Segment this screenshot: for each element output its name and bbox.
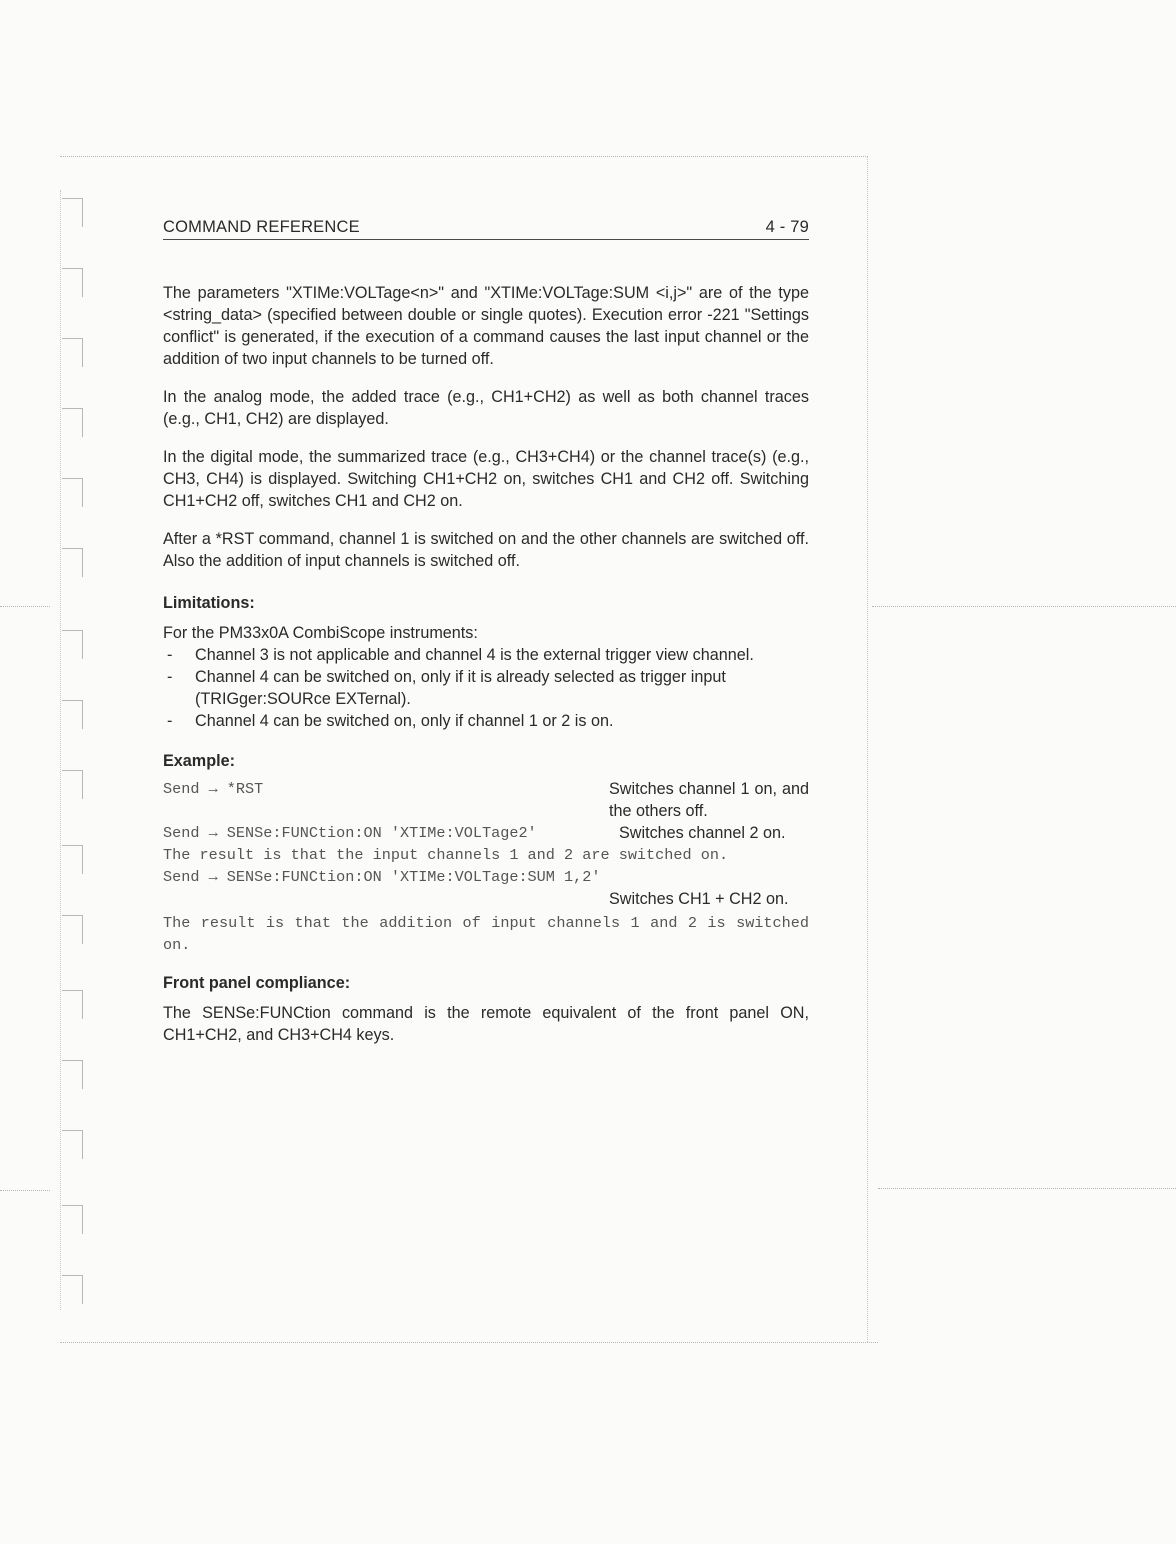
paragraph-rst: After a *RST command, channel 1 is switched on and the other channels are switched off. Also the addition of input channels is switched off. — [163, 530, 809, 570]
example-heading: Example: — [163, 752, 235, 770]
scan-mark — [62, 1205, 83, 1234]
scan-mark — [62, 548, 83, 577]
example-result-1: The result is that the input channels 1 and 2 are switched on. — [163, 846, 729, 864]
scan-mark — [62, 198, 83, 227]
example-row — [163, 778, 809, 822]
example-row — [163, 822, 809, 844]
scan-mark — [62, 915, 83, 944]
limitations-heading: Limitations: — [163, 594, 255, 612]
scan-mark — [62, 770, 83, 799]
scan-mark — [62, 700, 83, 729]
list-item: - Channel 4 can be switched on, only if it is already selected as trigger input (TRIGger:SOURce EXTernal). — [163, 666, 809, 710]
example-description: Switches CH1 + CH2 on. — [609, 890, 789, 908]
scan-mark — [62, 338, 83, 367]
scan-mark — [62, 845, 83, 874]
paragraph-digital-mode: In the digital mode, the summarized trace (e.g., CH3+CH4) or the channel trace(s) (e.g., CH3, CH4) is displayed. Switching CH1+CH2 on, switches CH1 and CH2 off. Switching CH1+CH2 off, switches CH1 and CH2 on. — [163, 448, 809, 510]
example-description: Switches channel 1 on, and the others off. — [609, 780, 809, 820]
scan-mark — [62, 1060, 83, 1089]
page-number: 4 - 79 — [765, 218, 809, 236]
limitations-intro: For the PM33x0A CombiScope instruments: — [163, 624, 478, 642]
scan-line — [872, 606, 1176, 607]
limitations-list — [163, 644, 809, 732]
scan-mark — [62, 268, 83, 297]
list-item: - Channel 3 is not applicable and channel 4 is the external trigger view channel. — [163, 644, 809, 666]
scan-mark — [62, 630, 83, 659]
paragraph-parameters: The parameters "XTIMe:VOLTage<n>" and "XTIMe:VOLTage:SUM <i,j>" are of the type <string_data> (specified between double or single quotes). Execution error -221 "Settings conflict" is generated, if the execution of a command causes the last input channel or the addition of two input channels to be turned off. — [163, 284, 809, 368]
scan-line — [60, 1342, 878, 1343]
example-send-sum: Send → SENSe:FUNCtion:ON 'XTIMe:VOLTage:SUM 1,2' — [163, 868, 601, 886]
document-page — [163, 212, 809, 1046]
compliance-text: The SENSe:FUNCtion command is the remote equivalent of the front panel ON, CH1+CH2, and CH3+CH4 keys. — [163, 1004, 809, 1044]
scan-mark — [62, 408, 83, 437]
compliance-heading: Front panel compliance: — [163, 974, 351, 992]
scan-line — [0, 606, 50, 607]
scan-mark — [62, 990, 83, 1019]
scan-line — [867, 156, 868, 1342]
scan-line — [60, 156, 868, 157]
example-row — [163, 888, 809, 910]
scan-mark — [62, 478, 83, 507]
scan-mark — [62, 1275, 83, 1304]
paragraph-analog-mode: In the analog mode, the added trace (e.g., CH1+CH2) as well as both channel traces (e.g., CH1, CH2) are displayed. — [163, 388, 809, 428]
page-header — [163, 212, 809, 240]
example-send-voltage2: Send → SENSe:FUNCtion:ON 'XTIMe:VOLTage2' — [163, 824, 537, 842]
example-description: Switches channel 2 on. — [619, 824, 786, 842]
example-result-2: The result is that the addition of input channels 1 and 2 is switched on. — [163, 914, 809, 954]
section-title: COMMAND REFERENCE — [163, 218, 360, 236]
scan-mark — [62, 1130, 83, 1159]
scan-line — [0, 1190, 50, 1191]
list-item: - Channel 4 can be switched on, only if channel 1 or 2 is on. — [163, 710, 809, 732]
example-send-rst: Send → *RST — [163, 780, 264, 798]
scan-line — [878, 1188, 1176, 1189]
